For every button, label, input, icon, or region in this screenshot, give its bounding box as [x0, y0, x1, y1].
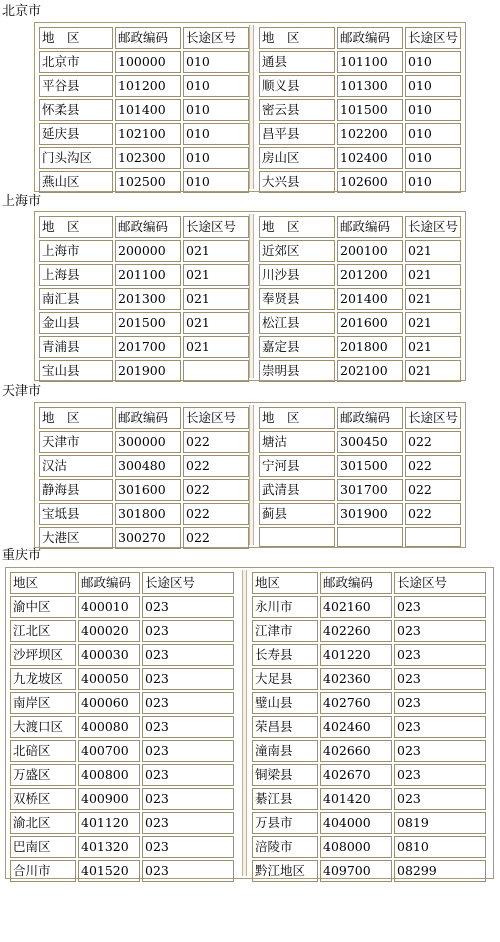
- table-row: [259, 171, 461, 193]
- table-tianjin-right: [257, 405, 463, 549]
- cell-postcode: 402660: [320, 740, 392, 762]
- table-row: [259, 123, 461, 145]
- cell-area-code: 023: [394, 644, 486, 666]
- header-cell-area-code: 长途区号: [183, 27, 249, 49]
- cell-area-code: 023: [394, 788, 486, 810]
- cell-region: 怀柔县: [39, 99, 113, 121]
- postcode-table: [257, 405, 463, 549]
- cell-postcode: 301700: [337, 479, 403, 501]
- cell-area-code: 021: [405, 360, 461, 382]
- table-row: [252, 620, 486, 642]
- section-title-tianjin: 天津市: [2, 384, 42, 399]
- header-cell-region: 地区: [10, 572, 76, 594]
- table-row: [259, 147, 461, 169]
- cell-area-code: 022: [183, 503, 249, 525]
- table-row: [259, 264, 461, 286]
- cell-postcode: 301500: [337, 455, 403, 477]
- table-row: [39, 479, 249, 501]
- cell-postcode: 400800: [78, 764, 140, 786]
- table-row: [10, 836, 234, 858]
- table-row: [10, 620, 234, 642]
- cell-postcode: 400020: [78, 620, 140, 642]
- cell-region: 宁河县: [259, 455, 335, 477]
- table-row: [39, 123, 249, 145]
- header-cell-region: 地 区: [259, 407, 335, 429]
- cell-postcode: 102500: [115, 171, 181, 193]
- table-header-row: [39, 27, 249, 49]
- cell-postcode: 402760: [320, 692, 392, 714]
- cell-region: 合川市: [10, 860, 76, 882]
- cell-area-code: 023: [142, 740, 234, 762]
- header-cell-region: 地 区: [39, 407, 113, 429]
- cell-region: [259, 527, 335, 547]
- cell-postcode: 201200: [337, 264, 403, 286]
- table-row: [259, 336, 461, 358]
- table-row: [10, 812, 234, 834]
- table-row: [259, 527, 461, 547]
- table-row: [39, 240, 249, 262]
- cell-area-code: 010: [405, 99, 461, 121]
- cell-area-code: 023: [142, 764, 234, 786]
- header-cell-area-code: 长途区号: [405, 216, 461, 238]
- cell-postcode: 200100: [337, 240, 403, 262]
- cell-area-code: 010: [183, 147, 249, 169]
- cell-postcode: 101100: [337, 51, 403, 73]
- cell-area-code: 021: [183, 312, 249, 334]
- postcode-table: [8, 570, 236, 884]
- cell-postcode: 101400: [115, 99, 181, 121]
- cell-area-code: 021: [405, 336, 461, 358]
- cell-region: 昌平县: [259, 123, 335, 145]
- table-box-shanghai: [34, 211, 466, 381]
- cell-region: 川沙县: [259, 264, 335, 286]
- cell-region: 通县: [259, 51, 335, 73]
- cell-region: 沙坪坝区: [10, 644, 76, 666]
- cell-area-code: 022: [183, 455, 249, 477]
- cell-area-code: 021: [405, 240, 461, 262]
- table-row: [10, 740, 234, 762]
- table-row: [10, 644, 234, 666]
- header-cell-postcode: 邮政编码: [337, 27, 403, 49]
- cell-region: 永川市: [252, 596, 318, 618]
- cell-area-code: 023: [394, 620, 486, 642]
- table-row: [252, 836, 486, 858]
- cell-postcode: 401320: [78, 836, 140, 858]
- table-header-row: [39, 216, 249, 238]
- header-cell-postcode: 邮政编码: [115, 216, 181, 238]
- cell-postcode: 402260: [320, 620, 392, 642]
- postcode-table: [257, 214, 463, 384]
- header-cell-postcode: 邮政编码: [115, 407, 181, 429]
- table-row: [39, 503, 249, 525]
- cell-region: 平谷县: [39, 75, 113, 97]
- table-box-tianjin: [34, 402, 466, 548]
- cell-region: 塘沽: [259, 431, 335, 453]
- cell-area-code: 021: [405, 312, 461, 334]
- cell-area-code: 023: [142, 596, 234, 618]
- table-row: [252, 740, 486, 762]
- header-cell-region: 地 区: [259, 216, 335, 238]
- header-cell-area-code: 长途区号: [183, 216, 249, 238]
- table-row: [39, 312, 249, 334]
- table-row: [252, 644, 486, 666]
- table-row: [39, 99, 249, 121]
- header-cell-area-code: 长途区号: [405, 407, 461, 429]
- cell-area-code: 0810: [394, 836, 486, 858]
- cell-area-code: [405, 527, 461, 547]
- table-row: [39, 51, 249, 73]
- postcode-table: [37, 25, 251, 195]
- cell-postcode: 402160: [320, 596, 392, 618]
- cell-area-code: 023: [394, 716, 486, 738]
- cell-postcode: 404000: [320, 812, 392, 834]
- table-row: [259, 99, 461, 121]
- cell-area-code: 010: [405, 51, 461, 73]
- cell-region: 黔江地区: [252, 860, 318, 882]
- cell-region: 长寿县: [252, 644, 318, 666]
- cell-postcode: 401420: [320, 788, 392, 810]
- table-row: [259, 288, 461, 310]
- cell-area-code: 023: [142, 788, 234, 810]
- cell-region: 潼南县: [252, 740, 318, 762]
- cell-area-code: 021: [405, 264, 461, 286]
- cell-postcode: 201600: [337, 312, 403, 334]
- cell-postcode: 401520: [78, 860, 140, 882]
- cell-postcode: 101200: [115, 75, 181, 97]
- cell-postcode: 409700: [320, 860, 392, 882]
- cell-area-code: 023: [142, 716, 234, 738]
- cell-postcode: 300000: [115, 431, 181, 453]
- table-row: [252, 860, 486, 882]
- table-row: [259, 360, 461, 382]
- table-row: [259, 312, 461, 334]
- cell-area-code: 023: [142, 692, 234, 714]
- cell-area-code: 023: [394, 596, 486, 618]
- table-header-row: [259, 27, 461, 49]
- table-row: [39, 360, 249, 382]
- section-title-shanghai: 上海市: [2, 194, 42, 209]
- table-divider: [249, 405, 254, 545]
- postcode-table: [250, 570, 488, 884]
- cell-area-code: 010: [405, 123, 461, 145]
- table-row: [39, 75, 249, 97]
- cell-postcode: 301600: [115, 479, 181, 501]
- cell-region: 万盛区: [10, 764, 76, 786]
- table-row: [252, 596, 486, 618]
- cell-postcode: 402360: [320, 668, 392, 690]
- table-row: [10, 668, 234, 690]
- cell-region: 天津市: [39, 431, 113, 453]
- cell-area-code: 023: [394, 764, 486, 786]
- cell-area-code: 022: [183, 527, 249, 549]
- cell-postcode: 400700: [78, 740, 140, 762]
- cell-postcode: 102600: [337, 171, 403, 193]
- table-row: [39, 264, 249, 286]
- cell-region: 铜梁县: [252, 764, 318, 786]
- cell-area-code: 023: [142, 644, 234, 666]
- table-header-row: [259, 216, 461, 238]
- cell-area-code: 023: [394, 668, 486, 690]
- cell-postcode: 201300: [115, 288, 181, 310]
- table-tianjin-left: [37, 405, 251, 551]
- table-row: [252, 668, 486, 690]
- cell-region: 涪陵市: [252, 836, 318, 858]
- cell-region: 近郊区: [259, 240, 335, 262]
- cell-postcode: 400080: [78, 716, 140, 738]
- cell-postcode: 400060: [78, 692, 140, 714]
- cell-postcode: 300450: [337, 431, 403, 453]
- table-divider: [242, 570, 247, 876]
- cell-region: 燕山区: [39, 171, 113, 193]
- cell-region: 江津市: [252, 620, 318, 642]
- cell-region: 金山县: [39, 312, 113, 334]
- cell-region: 大兴县: [259, 171, 335, 193]
- cell-area-code: 022: [405, 455, 461, 477]
- cell-postcode: 300270: [115, 527, 181, 549]
- cell-postcode: 102100: [115, 123, 181, 145]
- cell-postcode: 201800: [337, 336, 403, 358]
- table-header-row: [10, 572, 234, 594]
- cell-region: 南岸区: [10, 692, 76, 714]
- header-cell-postcode: 邮政编码: [320, 572, 392, 594]
- cell-area-code: 021: [183, 288, 249, 310]
- header-cell-region: 地区: [252, 572, 318, 594]
- cell-region: 房山区: [259, 147, 335, 169]
- cell-area-code: 0819: [394, 812, 486, 834]
- postcode-table: [37, 214, 251, 384]
- cell-area-code: 023: [142, 668, 234, 690]
- table-row: [252, 764, 486, 786]
- cell-region: 大渡口区: [10, 716, 76, 738]
- cell-area-code: 023: [394, 740, 486, 762]
- cell-region: 渝北区: [10, 812, 76, 834]
- cell-region: 荣昌县: [252, 716, 318, 738]
- table-header-row: [39, 407, 249, 429]
- cell-area-code: 021: [183, 240, 249, 262]
- header-cell-region: 地 区: [259, 27, 335, 49]
- cell-postcode: 301800: [115, 503, 181, 525]
- table-row: [39, 455, 249, 477]
- table-chongqing-right: [250, 570, 488, 884]
- table-row: [259, 455, 461, 477]
- cell-postcode: 402670: [320, 764, 392, 786]
- cell-region: 万县市: [252, 812, 318, 834]
- cell-area-code: 010: [405, 147, 461, 169]
- table-row: [10, 860, 234, 882]
- table-chongqing-left: [8, 570, 236, 884]
- cell-area-code: 022: [183, 479, 249, 501]
- cell-region: 汉沽: [39, 455, 113, 477]
- cell-area-code: 023: [142, 860, 234, 882]
- cell-area-code: 022: [405, 431, 461, 453]
- cell-postcode: 301900: [337, 503, 403, 525]
- table-shanghai-right: [257, 214, 463, 384]
- table-row: [252, 788, 486, 810]
- postcode-table: [257, 25, 463, 195]
- table-row: [259, 479, 461, 501]
- header-cell-region: 地 区: [39, 27, 113, 49]
- cell-postcode: 401120: [78, 812, 140, 834]
- table-row: [10, 716, 234, 738]
- cell-area-code: 022: [405, 503, 461, 525]
- cell-postcode: 402460: [320, 716, 392, 738]
- cell-postcode: 401220: [320, 644, 392, 666]
- cell-area-code: 08299: [394, 860, 486, 882]
- header-cell-region: 地 区: [39, 216, 113, 238]
- cell-region: 静海县: [39, 479, 113, 501]
- cell-region: 门头沟区: [39, 147, 113, 169]
- cell-postcode: [337, 527, 403, 547]
- table-row: [259, 51, 461, 73]
- cell-postcode: 101500: [337, 99, 403, 121]
- table-row: [10, 692, 234, 714]
- section-title-chongqing: 重庆市: [2, 548, 42, 563]
- table-beijing-right: [257, 25, 463, 195]
- header-cell-postcode: 邮政编码: [78, 572, 140, 594]
- table-row: [252, 692, 486, 714]
- cell-area-code: 021: [183, 336, 249, 358]
- cell-region: 嘉定县: [259, 336, 335, 358]
- cell-area-code: 010: [183, 51, 249, 73]
- cell-area-code: 010: [405, 171, 461, 193]
- cell-area-code: 021: [405, 288, 461, 310]
- cell-area-code: 023: [142, 620, 234, 642]
- cell-region: 青浦县: [39, 336, 113, 358]
- cell-area-code: 022: [405, 479, 461, 501]
- cell-region: 大足县: [252, 668, 318, 690]
- cell-region: 崇明县: [259, 360, 335, 382]
- cell-area-code: 022: [183, 431, 249, 453]
- cell-region: 宝山县: [39, 360, 113, 382]
- cell-region: 南汇县: [39, 288, 113, 310]
- cell-postcode: 408000: [320, 836, 392, 858]
- header-cell-postcode: 邮政编码: [115, 27, 181, 49]
- table-box-chongqing: [5, 567, 494, 879]
- table-box-beijing: [34, 22, 466, 192]
- cell-area-code: 010: [183, 75, 249, 97]
- cell-postcode: 201400: [337, 288, 403, 310]
- cell-region: 江北区: [10, 620, 76, 642]
- cell-area-code: 023: [394, 692, 486, 714]
- cell-region: 巴南区: [10, 836, 76, 858]
- cell-region: 顺义县: [259, 75, 335, 97]
- cell-area-code: 010: [183, 171, 249, 193]
- header-cell-area-code: 长途区号: [405, 27, 461, 49]
- table-row: [39, 147, 249, 169]
- table-row: [252, 812, 486, 834]
- cell-postcode: 102300: [115, 147, 181, 169]
- table-divider: [249, 25, 254, 189]
- cell-area-code: 010: [183, 99, 249, 121]
- table-shanghai-left: [37, 214, 251, 384]
- cell-region: 上海市: [39, 240, 113, 262]
- table-row: [252, 716, 486, 738]
- table-row: [39, 527, 249, 549]
- cell-postcode: 200000: [115, 240, 181, 262]
- section-title-beijing: 北京市: [2, 4, 42, 19]
- table-row: [259, 240, 461, 262]
- cell-region: 武清县: [259, 479, 335, 501]
- cell-area-code: 023: [142, 836, 234, 858]
- cell-region: 渝中区: [10, 596, 76, 618]
- table-row: [39, 336, 249, 358]
- table-row: [259, 431, 461, 453]
- cell-region: 北京市: [39, 51, 113, 73]
- table-header-row: [259, 407, 461, 429]
- cell-area-code: 023: [142, 812, 234, 834]
- cell-area-code: 010: [183, 123, 249, 145]
- cell-postcode: 102400: [337, 147, 403, 169]
- cell-area-code: 021: [183, 264, 249, 286]
- cell-region: 延庆县: [39, 123, 113, 145]
- header-cell-postcode: 邮政编码: [337, 216, 403, 238]
- cell-postcode: 101300: [337, 75, 403, 97]
- cell-postcode: 400010: [78, 596, 140, 618]
- header-cell-postcode: 邮政编码: [337, 407, 403, 429]
- cell-region: 璧山县: [252, 692, 318, 714]
- cell-postcode: 201700: [115, 336, 181, 358]
- cell-region: 奉贤县: [259, 288, 335, 310]
- cell-postcode: 300480: [115, 455, 181, 477]
- cell-region: 九龙坡区: [10, 668, 76, 690]
- cell-region: 大港区: [39, 527, 113, 549]
- cell-region: 宝坻县: [39, 503, 113, 525]
- cell-postcode: 201900: [115, 360, 181, 382]
- table-row: [39, 431, 249, 453]
- table-row: [10, 764, 234, 786]
- cell-postcode: 201500: [115, 312, 181, 334]
- cell-postcode: 102200: [337, 123, 403, 145]
- table-row: [259, 503, 461, 525]
- cell-postcode: 100000: [115, 51, 181, 73]
- cell-postcode: 201100: [115, 264, 181, 286]
- table-row: [10, 596, 234, 618]
- cell-postcode: 400050: [78, 668, 140, 690]
- table-row: [39, 171, 249, 193]
- table-header-row: [252, 572, 486, 594]
- cell-region: 松江县: [259, 312, 335, 334]
- header-cell-area-code: 长途区号: [183, 407, 249, 429]
- header-cell-area-code: 长途区号: [394, 572, 486, 594]
- cell-postcode: 400900: [78, 788, 140, 810]
- cell-postcode: 202100: [337, 360, 403, 382]
- cell-area-code: 010: [405, 75, 461, 97]
- cell-postcode: 400030: [78, 644, 140, 666]
- cell-region: 密云县: [259, 99, 335, 121]
- cell-region: 上海县: [39, 264, 113, 286]
- header-cell-area-code: 长途区号: [142, 572, 234, 594]
- cell-region: 双桥区: [10, 788, 76, 810]
- cell-region: 蓟县: [259, 503, 335, 525]
- postcode-table: [37, 405, 251, 551]
- table-row: [10, 788, 234, 810]
- cell-region: 綦江县: [252, 788, 318, 810]
- cell-area-code: [183, 360, 249, 382]
- cell-region: 北碚区: [10, 740, 76, 762]
- table-divider: [249, 214, 254, 378]
- table-row: [259, 75, 461, 97]
- table-beijing-left: [37, 25, 251, 195]
- table-row: [39, 288, 249, 310]
